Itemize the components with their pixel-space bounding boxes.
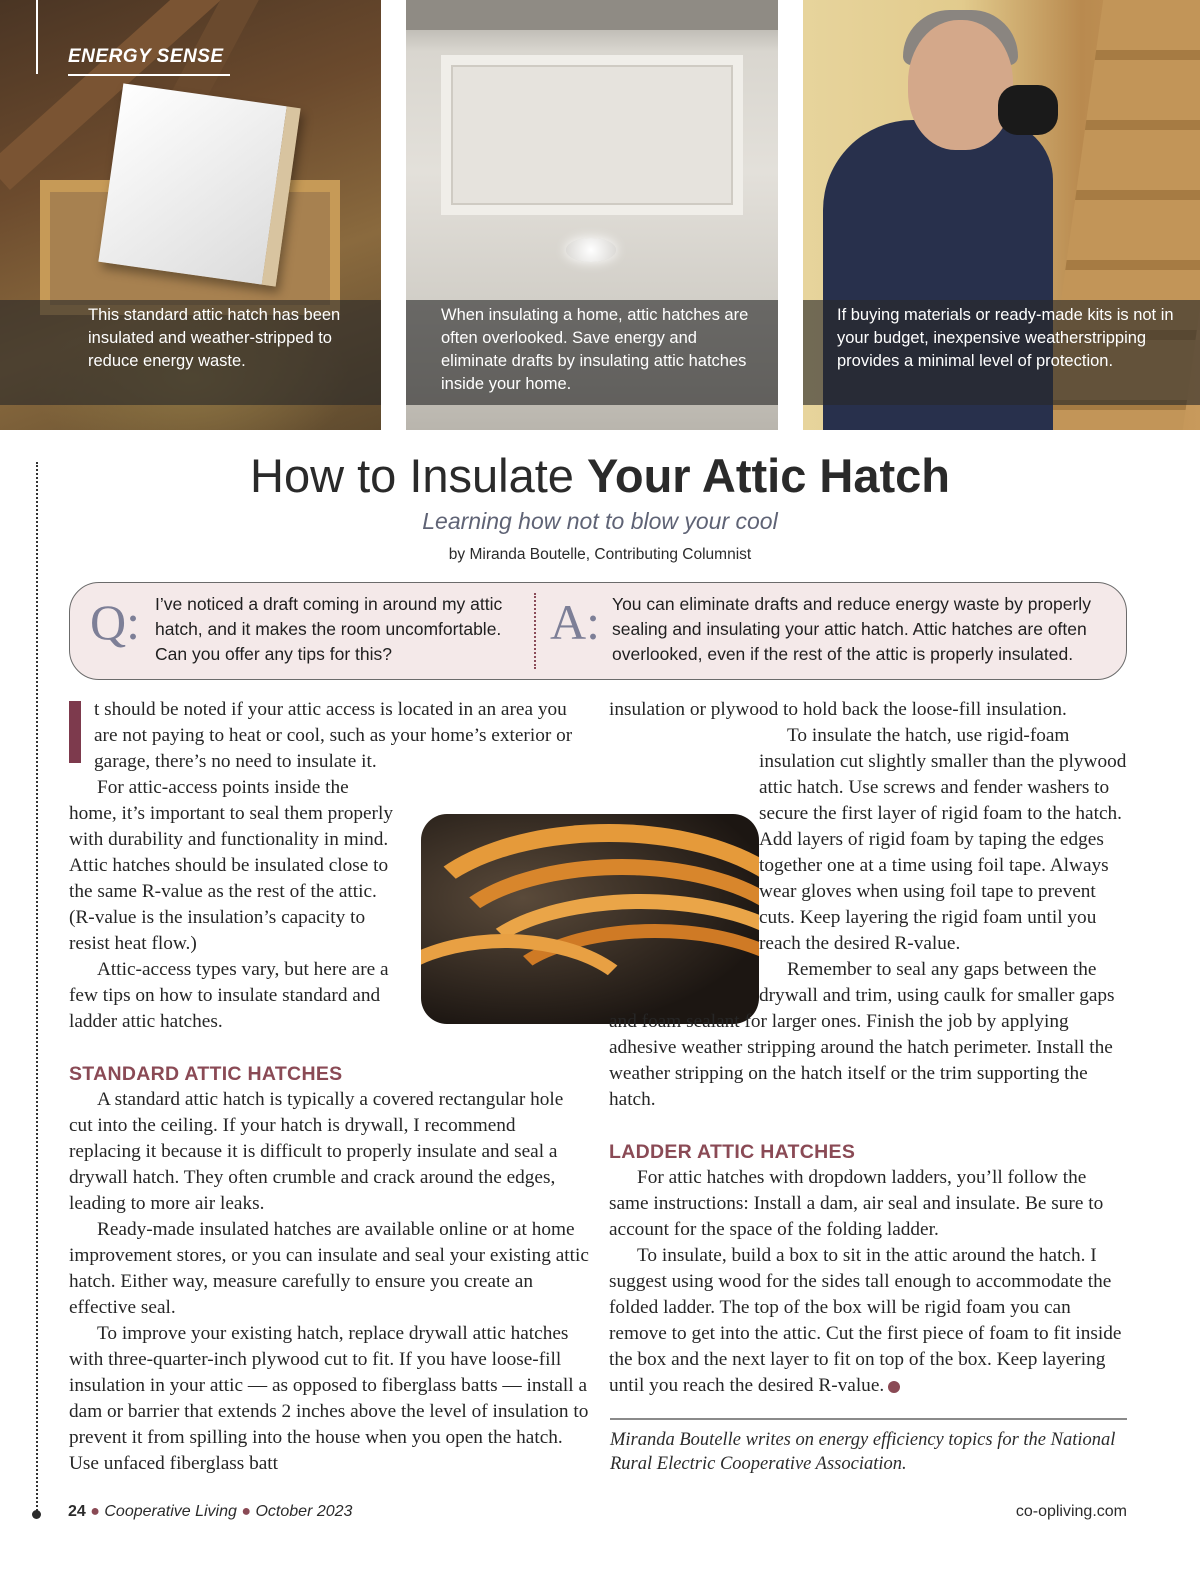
photo-caption-1: This standard attic hatch has been insulated and weather-stripped to reduce energy waste. bbox=[0, 300, 381, 405]
end-mark-icon bbox=[888, 1381, 900, 1393]
publication-name: Cooperative Living bbox=[104, 1503, 237, 1520]
page-number: 24 bbox=[68, 1503, 86, 1520]
issue-date: October 2023 bbox=[255, 1503, 353, 1520]
bio-rule bbox=[610, 1418, 1127, 1420]
question-text: I’ve noticed a draft coming in around my attic hatch, and it makes the room uncomfortable. Can you offer any tips for this? bbox=[155, 594, 503, 664]
attic-hatch-photo-1 bbox=[0, 0, 381, 430]
body-paragraph-2: For attic-access points inside the home, it’s important to seal them properly with durability and functionality in mind. Attic hatches should be insulated close to the same R-value as the rest of the attic. (R-value is the insulation’s capacity to resist heat flow.) bbox=[69, 775, 589, 957]
headline-bold: Your Attic Hatch bbox=[587, 449, 950, 502]
body-paragraph-5: Ready-made insulated hatches are available online or at home improvement stores, or you can insulate and seal your existing attic hatch. Either way, measure carefully to ensure you create an effective seal. bbox=[69, 1219, 589, 1318]
right-paragraph-4: For attic hatches with dropdown ladders, you’ll follow the same instructions: Install a dam, air seal and insulate. Be sure to account for the space of the folding ladder. bbox=[609, 1167, 1104, 1240]
right-paragraph-2: To insulate the hatch, use rigid-foam insulation cut slightly smaller than the plywood attic hatch. Use screws and fender washers to secure the first layer of rigid foam to the hatch. Add layers of rigid foam by taping the edges together one at a time using foil tape. Always wear gloves when using foil tape to prevent cuts. Keep layering the rigid foam until you reach the desired R-value. bbox=[609, 723, 1129, 957]
article-headline bbox=[0, 448, 1200, 503]
author-bio: Miranda Boutelle writes on energy efficiency topics for the National Rural Electric Cooperative Association. bbox=[610, 1430, 1116, 1474]
section-heading-ladder: LADDER ATTIC HATCHES bbox=[609, 1141, 856, 1163]
margin-dotted-rule bbox=[36, 462, 38, 1514]
right-paragraph-5: To insulate, build a box to sit in the attic around the hatch. I suggest using wood for the sides tall enough to accommodate the folded ladder. The top of the box will be rigid foam you can remove to get into the attic. Cut the first piece of foam to fit inside the box and the next layer to fit on top of the box. Keep layering until you reach the desired R-value. bbox=[609, 1245, 1122, 1396]
body-paragraph-6: To improve your existing hatch, replace drywall attic hatches with three-quarter-inch plywood cut to fit. If you have loose-fill insulation in your attic — as opposed to fiberglass batts — install a dam or barrier that extends 2 inches above the level of insulation to prevent it from spilling into the house when you open the hatch. Use unfaced fiberglass batt bbox=[69, 1323, 589, 1474]
photo-caption-2: When insulating a home, attic hatches are often overlooked. Save energy and eliminate drafts by insulating attic hatches inside your home. bbox=[406, 300, 778, 405]
footer-website[interactable]: co-opliving.com bbox=[1015, 1503, 1127, 1520]
question-letter: Q: bbox=[90, 594, 140, 650]
right-paragraph-3: Remember to seal any gaps between the drywall and trim, using caulk for smaller gaps and foam sealant for larger ones. Finish the job by applying adhesive weather stripping around the hatch perimeter. Install the weather stripping on the hatch itself or the trim supporting the hatch. bbox=[609, 959, 1115, 1110]
right-paragraph-1: insulation or plywood to hold back the loose-fill insulation. bbox=[609, 699, 1067, 720]
attic-hatch-photo-2 bbox=[406, 0, 778, 430]
article-byline: by Miranda Boutelle, Contributing Columnist bbox=[448, 546, 752, 563]
article-column-right bbox=[609, 697, 1129, 1399]
photo-caption-3: If buying materials or ready-made kits is not in your budget, inexpensive weatherstripping provides a minimal level of protection. bbox=[803, 300, 1200, 405]
body-paragraph-3: Attic-access types vary, but here are a few tips on how to insulate standard and ladder attic hatches. bbox=[69, 959, 389, 1032]
body-paragraph-4: A standard attic hatch is typically a covered rectangular hole cut into the ceiling. If your hatch is drywall, I recommend replacing it because it is difficult to properly insulate and seal a drywall hatch. They often crumble and crack around the edges, leading to more air leaks. bbox=[69, 1089, 564, 1214]
answer-text: You can eliminate drafts and reduce energy waste by properly sealing and insulating your attic hatch. Attic hatches are often overlooked, even if the rest of the attic is properly insulated. bbox=[612, 594, 1091, 664]
qa-divider bbox=[534, 593, 536, 669]
qa-box bbox=[69, 582, 1127, 680]
section-tag: ENERGY SENSE bbox=[68, 46, 230, 76]
article-subhead: Learning how not to blow your cool bbox=[422, 508, 778, 534]
body-paragraph-1: t should be noted if your attic access is located in an area you are not paying to heat or cool, such as your home’s exterior or garage, there’s no need to insulate it. bbox=[94, 699, 573, 772]
photo-wrap-spacer-right bbox=[609, 775, 759, 1005]
section-tag-line bbox=[36, 0, 38, 74]
answer-letter: A: bbox=[550, 594, 600, 650]
section-heading-standard: STANDARD ATTIC HATCHES bbox=[69, 1063, 343, 1085]
footer-folio: 24 ● Cooperative Living ● October 2023 bbox=[68, 1503, 353, 1520]
margin-rule-end-dot bbox=[32, 1510, 41, 1519]
headline-regular: How to Insulate bbox=[250, 449, 588, 502]
drop-cap-i bbox=[69, 701, 81, 763]
attic-hatch-photo-3 bbox=[803, 0, 1200, 430]
